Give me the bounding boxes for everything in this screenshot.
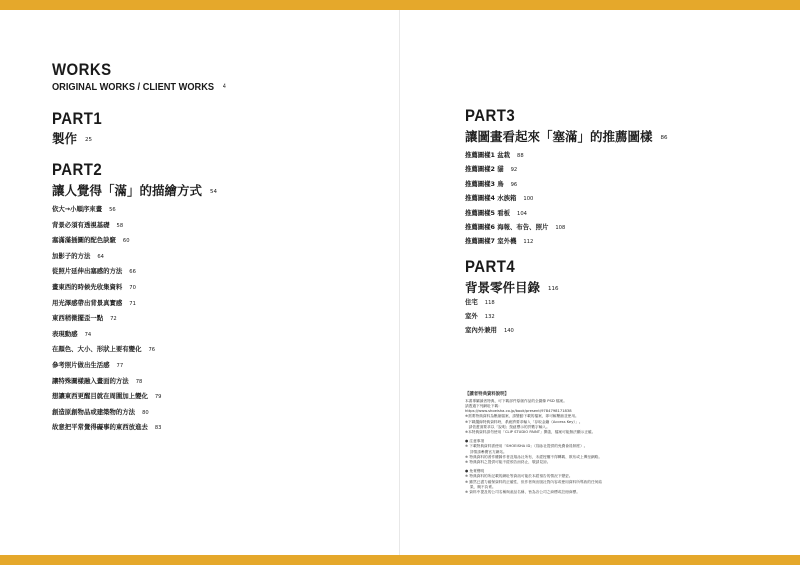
reader-bonus-notes xyxy=(465,392,715,495)
part3-page: 86 xyxy=(660,134,668,141)
toc-entry[interactable] xyxy=(52,264,161,280)
toc-entry-label: 讓特殊圖樣融入畫面的方法 xyxy=(52,376,129,385)
note-line: 請透過下列網址下載： xyxy=(465,403,502,408)
toc-entry-label: 創造原創物品或建築物的方法 xyxy=(52,407,136,416)
part4-title[interactable] xyxy=(465,278,559,296)
toc-entry-page: 56 xyxy=(109,207,116,213)
toc-entry-page: 96 xyxy=(510,181,518,188)
toc-entry[interactable] xyxy=(465,323,514,337)
toc-entry[interactable] xyxy=(52,389,161,405)
note-line: ※本特典資料請勿使用「CLIP STUDIO PAINT」開啟，檔案可能無法顯示正確。 xyxy=(465,429,596,434)
part2-title-text: 讓人覺得「滿」的描繪方式 xyxy=(52,183,203,198)
toc-entry[interactable] xyxy=(465,309,514,323)
toc-entry-label: 推薦圖樣3 鳥 xyxy=(465,179,504,188)
top-accent-bar xyxy=(0,0,800,10)
note-line: 本書專屬讀者特典，可下載部件原創作品的全圖像 PSD 檔案。 xyxy=(465,398,567,403)
part4-label: PART4 xyxy=(465,257,516,276)
toc-entry[interactable] xyxy=(52,420,161,436)
toc-entry-page: 78 xyxy=(135,378,143,385)
part3-label: PART3 xyxy=(465,106,516,125)
toc-entry-page: 60 xyxy=(122,238,130,245)
toc-entry[interactable] xyxy=(52,327,161,343)
toc-entry[interactable] xyxy=(465,295,514,309)
note-line: 請依畫面要求以「說明」按鈕標示的頁數字輸入。 xyxy=(465,424,550,429)
toc-entry[interactable] xyxy=(52,280,161,296)
toc-entry-page: 100 xyxy=(523,196,534,203)
note-line: ● 免責聲明 xyxy=(465,469,485,474)
part3-title[interactable] xyxy=(465,127,668,145)
note-line: 詳情請參閱官方網站。 xyxy=(465,449,507,454)
toc-entry-label: 加影子的方法 xyxy=(52,251,91,260)
toc-entry-page: 108 xyxy=(555,224,566,231)
toc-entry[interactable] xyxy=(52,233,161,249)
toc-entry[interactable] xyxy=(52,358,161,374)
note-line: ※ 資料中提及的公司名稱與產品名稱，皆為各公司之商標或註冊商標。 xyxy=(465,489,580,494)
works-subtitle-label: ORIGINAL WORKS / CLIENT WORKS xyxy=(52,81,215,93)
toc-entry-label: 塞滿滿插圖的配色訣竅 xyxy=(52,236,116,245)
works-subtitle-page: 4 xyxy=(222,84,226,91)
toc-entry-label: 推薦圖樣5 看板 xyxy=(465,208,511,217)
toc-entry-label: 想讓東西更醒目就在周圍加上變化 xyxy=(52,392,148,401)
toc-entry-page: 71 xyxy=(129,300,136,307)
toc-entry[interactable] xyxy=(52,218,161,234)
toc-entry[interactable] xyxy=(465,177,565,191)
part2-toc-list xyxy=(52,202,161,436)
toc-entry-label: 推薦圖樣4 水族箱 xyxy=(465,194,517,203)
toc-entry-page: 72 xyxy=(110,316,117,323)
toc-entry-page: 66 xyxy=(129,269,136,276)
part3-toc-list xyxy=(465,148,565,249)
toc-entry-label: 室內外兼用 xyxy=(465,326,497,335)
note-line: ※下載纜線特典資料時，系統將要求輸入「存取金鑰（Access Key）」。 xyxy=(465,419,583,424)
bottom-accent-bar xyxy=(0,555,800,565)
toc-entry-page: 132 xyxy=(484,314,495,321)
part3-title-text: 讓圖畫看起來「塞滿」的推薦圖樣 xyxy=(465,129,653,144)
toc-entry-page: 58 xyxy=(116,222,124,229)
toc-entry-page: 112 xyxy=(523,239,534,246)
toc-entry[interactable] xyxy=(52,296,161,312)
toc-entry-page: 64 xyxy=(97,253,104,260)
reader-bonus-heading: 【讀者特典資料說明】 xyxy=(465,392,509,397)
note-line: ※ 特典資料之提供可能不經預告而終止，敬請見諒。 xyxy=(465,459,551,464)
reader-bonus-cautions xyxy=(465,439,715,465)
toc-entry[interactable] xyxy=(52,374,161,390)
toc-entry-page: 80 xyxy=(142,409,149,416)
note-line: ※ 特典資料的所記載的網址等資訊可能於本經預告的情況下變更。 xyxy=(465,474,573,479)
note-line: 果，概不負責。 xyxy=(465,484,496,489)
toc-entry-label: 推薦圖樣1 盆栽 xyxy=(465,151,511,159)
note-line: ※ 雖然已盡力確保資料的正確性，但作者與出版社對內容或使用資料所導致的任何結 xyxy=(465,479,603,484)
toc-entry[interactable] xyxy=(465,162,565,176)
toc-entry-page: 88 xyxy=(517,153,524,159)
part2-page: 54 xyxy=(210,188,218,195)
reader-bonus-disclaimer xyxy=(465,469,715,495)
toc-entry-label: 在顏色、大小、形狀上要有變化 xyxy=(52,345,142,354)
toc-entry[interactable] xyxy=(52,342,161,358)
note-line: ● 注意事項 xyxy=(465,439,485,444)
toc-entry-label: 依大→小順序來畫 xyxy=(52,205,103,213)
part4-toc-list xyxy=(465,295,514,338)
toc-entry-page: 76 xyxy=(148,347,156,354)
part1-title-text: 製作 xyxy=(52,131,78,146)
toc-entry-page: 104 xyxy=(517,210,527,217)
toc-entry[interactable] xyxy=(52,311,161,327)
toc-entry-label: 表現動感 xyxy=(52,329,78,338)
page-spine xyxy=(399,10,400,555)
toc-entry-page: 77 xyxy=(116,362,124,369)
works-heading: WORKS xyxy=(52,60,112,79)
reader-bonus-download-info xyxy=(465,399,715,435)
toc-entry-page: 92 xyxy=(510,167,518,174)
toc-entry[interactable] xyxy=(52,249,161,265)
toc-entry[interactable] xyxy=(52,202,161,218)
note-line: ※ 特典資料的著作權歸作者及翔泳社所有，未經授權不得轉載、散布或上傳至網路。 xyxy=(465,454,603,459)
toc-entry-label: 背景必須有透視基礎 xyxy=(52,220,110,229)
toc-entry-page: 79 xyxy=(154,394,162,401)
toc-entry-page: 118 xyxy=(484,300,495,306)
toc-entry[interactable] xyxy=(465,191,565,205)
toc-entry-label: 故意把平常覺得礙事的東西放進去 xyxy=(52,423,148,432)
toc-entry[interactable] xyxy=(465,234,565,248)
part1-page: 25 xyxy=(85,136,93,143)
toc-entry-label: 推薦圖樣7 室外機 xyxy=(465,237,517,246)
part1-title[interactable] xyxy=(52,129,92,147)
toc-entry-label: 參考照片做出生活感 xyxy=(52,360,110,369)
part2-label: PART2 xyxy=(52,160,103,179)
note-line: https://www.shoeisha.co.jp/book/present/9784798171838 xyxy=(465,409,572,414)
toc-entry-label: 推薦圖樣6 海報、布告、照片 xyxy=(465,222,549,231)
toc-entry-page: 70 xyxy=(129,284,136,291)
toc-entry-page: 140 xyxy=(503,328,514,335)
toc-entry[interactable] xyxy=(52,405,161,421)
toc-entry-label: 推薦圖樣2 貓 xyxy=(465,165,504,174)
toc-entry-label: 用光澤感帶出背景真實感 xyxy=(52,298,123,307)
toc-entry-label: 住宅 xyxy=(465,298,478,306)
note-line: ※ 下載特典資料需使用「SHOEISHA ID」（翔泳社提供的免費會員制度）。 xyxy=(465,444,588,449)
part1-label: PART1 xyxy=(52,109,103,128)
toc-entry-page: 83 xyxy=(154,425,162,432)
part4-page: 116 xyxy=(548,285,559,292)
note-line: ※需要特典資料為壓縮檔案，請變動下載的檔案，即可解壓縮並使用。 xyxy=(465,414,579,419)
part2-title[interactable] xyxy=(52,181,217,199)
toc-entry-label: 東西稍微擺歪一點 xyxy=(52,314,104,323)
toc-entry-label: 畫東西的時候先收集資料 xyxy=(52,282,123,291)
toc-entry-page: 74 xyxy=(84,331,92,338)
toc-entry-label: 室外 xyxy=(465,312,478,321)
toc-entry[interactable] xyxy=(465,206,565,220)
part4-title-text: 背景零件目錄 xyxy=(465,280,541,295)
toc-entry[interactable] xyxy=(465,220,565,234)
toc-entry-label: 從照片延伸出塞感的方法 xyxy=(52,267,123,276)
works-subtitle[interactable] xyxy=(52,81,226,93)
toc-entry[interactable] xyxy=(465,148,565,162)
